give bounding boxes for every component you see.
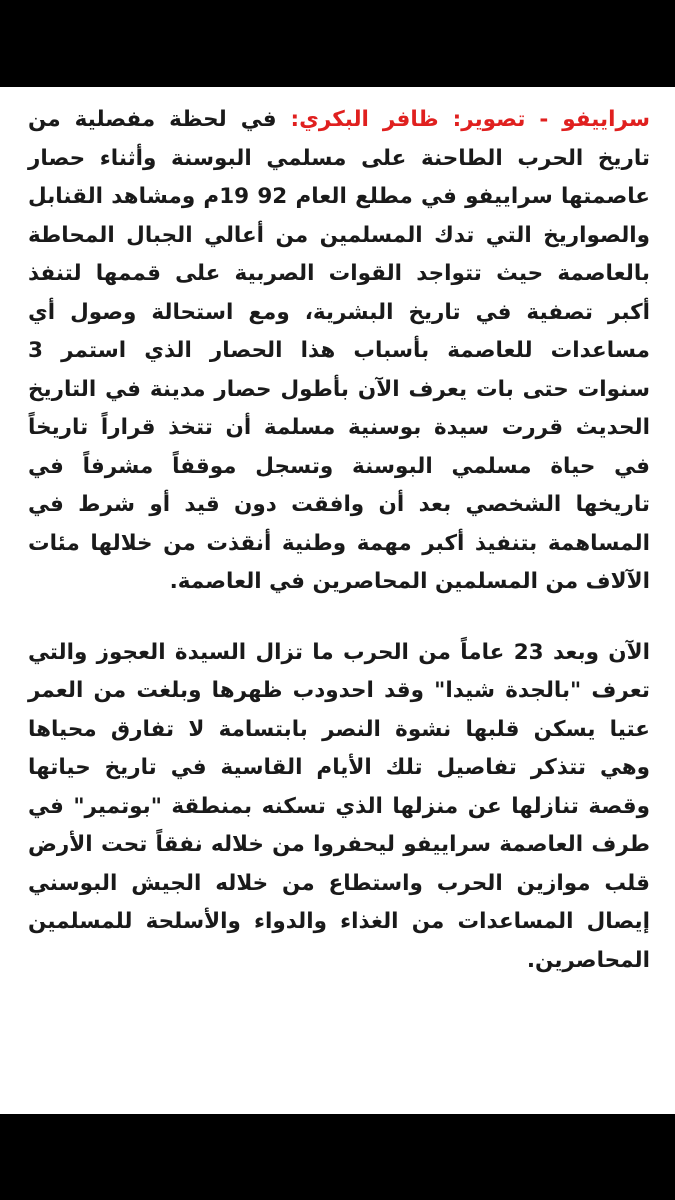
- article-byline: سراييفو - تصوير: ظافر البكري:: [290, 107, 650, 132]
- bottom-black-bar: [0, 1114, 675, 1200]
- paragraph-2-text: الآن وبعد 23 عاماً من الحرب ما تزال السيدة العجوز والتي تعرف "بالجدة شيدا" وقد احدودب ظهرها وبلغت من العمر عتيا يسكن قلبها نشوة النصر بابتسامة لا تفارق محياها وهي تتذكر تفاصيل تلك الأيام القاسية في تاريخ حياتها وقصة تنازلها عن منزلها الذي تسكنه بمنطقة "بوتمير" في طرف العاصمة سراييفو ليحفروا من خلاله نفقاً تحت الأرض قلب موازين الحرب واستطاع من خلاله الجيش البوسني إيصال المساعدات من الغذاء والدواء والأسلحة للمسلمين المحاصرين.: [28, 639, 650, 973]
- article-page: [0, 87, 675, 1114]
- article-paragraph-2: [28, 634, 650, 981]
- article-paragraph-1: [28, 101, 650, 602]
- paragraph-1-text: في لحظة مفصلية من تاريخ الحرب الطاحنة على مسلمي البوسنة وأثناء حصار عاصمتها سراييفو في مطلع العام 92 19م ومشاهد القنابل والصواريخ التي تدك المسلمين من أعالي الجبال المحاطة بالعاصمة حيث تتواجد القوات الصربية على قممها لتنفذ أكبر تصفية في تاريخ البشرية، ومع استحالة وصول أي مساعدات للعاصمة بأسباب هذا الحصار الذي استمر 3 سنوات حتى بات يعرف الآن بأطول حصار مدينة في التاريخ الحديث قررت سيدة بوسنية مسلمة أن تتخذ قراراً تاريخاً في حياة مسلمي البوسنة وتسجل موقفاً مشرفاً في تاريخها الشخصي بعد أن وافقت دون قيد أو شرط في المساهمة بتنفيذ أكبر مهمة وطنية أنقذت من خلالها مئات الآلاف من المسلمين المحاصرين في العاصمة.: [28, 107, 650, 594]
- article-body: [28, 101, 650, 980]
- top-black-bar: [0, 0, 675, 87]
